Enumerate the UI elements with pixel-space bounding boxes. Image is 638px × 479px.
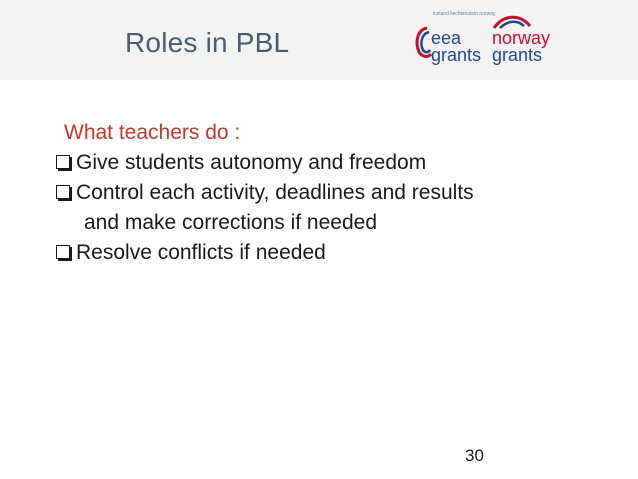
- bullet-text: Give students autonomy and freedom: [76, 151, 427, 174]
- slide-title: Roles in PBL: [125, 27, 290, 58]
- eea-line1: eea: [431, 28, 462, 48]
- norway-line2: grants: [492, 45, 543, 65]
- slide-body: [56, 118, 576, 268]
- header-divider: [0, 80, 638, 84]
- checkbox-bullet-icon: [56, 185, 70, 199]
- subheading: What teachers do :: [64, 121, 241, 144]
- bullet-text: Resolve conflicts if needed: [76, 241, 326, 264]
- norway-line1: norway: [492, 28, 551, 48]
- bullet-item: [56, 148, 576, 178]
- bullet-item: [56, 178, 576, 238]
- norway-grants-logo: [486, 10, 554, 68]
- checkbox-bullet-icon: [56, 155, 70, 169]
- eea-line2: grants: [431, 45, 482, 65]
- slide-number: 30: [465, 446, 484, 465]
- eea-logo-text: [431, 30, 481, 64]
- bullet-continuation: and make corrections if needed: [84, 211, 378, 234]
- norway-logo-text: [492, 30, 550, 64]
- checkbox-bullet-icon: [56, 245, 70, 259]
- bullet-item: [56, 238, 576, 268]
- eea-grants-logo: [413, 10, 496, 68]
- bullet-text: Control each activity, deadlines and results: [76, 181, 474, 204]
- eea-small-text: iceland liechtenstein norway: [433, 11, 496, 17]
